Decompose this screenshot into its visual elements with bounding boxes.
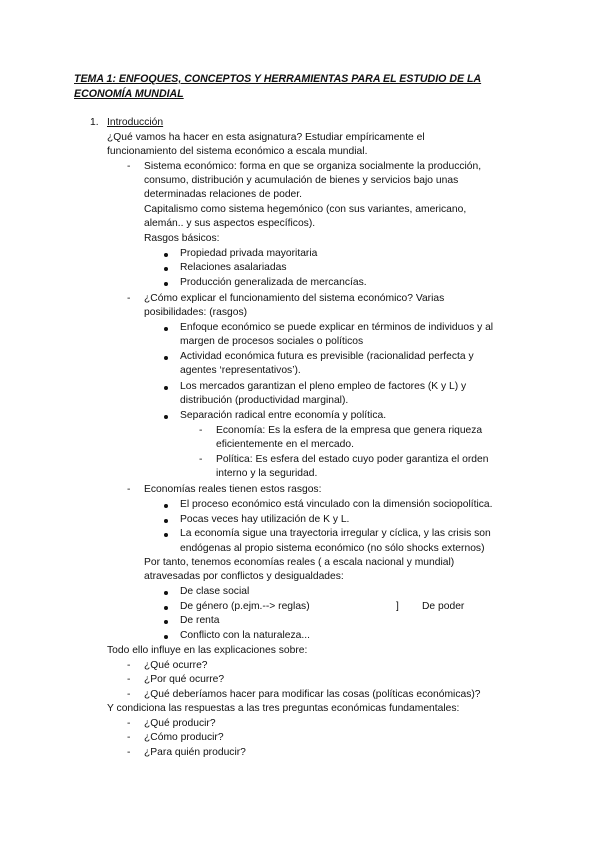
real-item: endógenas al propio sistema económico (no sólo shocks externos): [180, 543, 485, 554]
pregunta-item: ¿Qué deberíamos hacer para modificar las cosas (políticas económicas)?: [144, 689, 481, 700]
bullet-dot: [164, 267, 168, 271]
fundamental-item: ¿Cómo producir?: [144, 732, 224, 743]
section-number: 1.: [90, 117, 99, 128]
explicar-line: ¿Cómo explicar el funcionamiento del sistema económico? Varias: [144, 293, 445, 304]
portanto-line: atravesadas por conflictos y desigualdades:: [144, 571, 344, 582]
bullet-dot: [164, 386, 168, 390]
sistema-line: consumo, distribución y acumulación de bienes y servicios bajo unas: [144, 175, 459, 186]
enfoque-line: Enfoque económico se puede explicar en términos de individuos y al: [180, 322, 494, 333]
dash-bullet: -: [199, 454, 203, 465]
conflicto-bracket: ]: [396, 601, 399, 612]
dash-bullet: -: [127, 747, 131, 758]
document-title: [74, 72, 534, 102]
bullet-dot: [164, 253, 168, 257]
pregunta-item: ¿Qué ocurre?: [144, 660, 208, 671]
rasgos-heading: Rasgos básicos:: [144, 233, 220, 244]
rasgo-item: Relaciones asalariadas: [180, 262, 287, 273]
enfoque-line: agentes ‘representativos’).: [180, 365, 301, 376]
dash-bullet: -: [127, 293, 131, 304]
sistema-line: Sistema económico: forma en que se organiza socialmente la producción,: [144, 161, 482, 172]
section-heading: Introducción: [107, 117, 164, 128]
sistema-line: alemán.. y sus aspectos específicos).: [144, 218, 316, 229]
dash-bullet: -: [199, 425, 203, 436]
sistema-line: Capitalismo como sistema hegemónico (con sus variantes, americano,: [144, 204, 467, 215]
dash-bullet: -: [127, 161, 131, 172]
real-item: La economía sigue una trayectoria irregular y cíclica, y las crisis son: [180, 528, 491, 539]
separacion-line: Economía: Es la esfera de la empresa que genera riqueza: [216, 425, 483, 436]
bullet-dot: [164, 327, 168, 331]
real-item: Pocas veces hay utilización de K y L.: [180, 514, 350, 525]
sistema-line: determinadas relaciones de poder.: [144, 189, 302, 200]
bullet-dot: [164, 356, 168, 360]
dash-bullet: -: [127, 732, 131, 743]
bullet-dot: [164, 620, 168, 624]
conflicto-item: De género (p.ejm.--> reglas): [180, 601, 310, 612]
bullet-dot: [164, 591, 168, 595]
enfoque-line: Los mercados garantizan el pleno empleo de factores (K y L) y: [180, 381, 467, 392]
influye-line: Todo ello influye en las explicaciones sobre:: [107, 645, 308, 656]
enfoque-line: Separación radical entre economía y política.: [180, 410, 387, 421]
real-item: El proceso económico está vinculado con la dimensión sociopolítica.: [180, 499, 493, 510]
dash-bullet: -: [127, 718, 131, 729]
conflicto-item: Conflicto con la naturaleza...: [180, 630, 310, 641]
bullet-dot: [164, 504, 168, 508]
bullet-dot: [164, 606, 168, 610]
bullet-dot: [164, 635, 168, 639]
conflicto-side-label: De poder: [422, 601, 465, 612]
separacion-line: Política: Es esfera del estado cuyo poder garantiza el orden: [216, 454, 489, 465]
conflicto-item: De clase social: [180, 586, 250, 597]
intro-line: ¿Qué vamos ha hacer en esta asignatura? Estudiar empíricamente el: [107, 132, 425, 143]
bullet-dot: [164, 519, 168, 523]
dash-bullet: -: [127, 660, 131, 671]
enfoque-line: margen de procesos sociales o políticos: [180, 336, 364, 347]
separacion-line: eficientemente en el mercado.: [216, 439, 354, 450]
rasgo-item: Producción generalizada de mercancías.: [180, 277, 367, 288]
bullet-dot: [164, 533, 168, 537]
fundamental-item: ¿Qué producir?: [144, 718, 216, 729]
explicar-line: posibilidades: (rasgos): [144, 307, 248, 318]
enfoque-line: distribución (productividad marginal).: [180, 395, 349, 406]
intro-line: funcionamiento del sistema económico a escala mundial.: [107, 146, 368, 157]
title-line-2: ECONOMÍA MUNDIAL: [74, 88, 184, 100]
portanto-line: Por tanto, tenemos economías reales ( a escala nacional y mundial): [144, 557, 455, 568]
fundamental-item: ¿Para quién producir?: [144, 747, 246, 758]
dash-bullet: -: [127, 674, 131, 685]
reales-heading: Economías reales tienen estos rasgos:: [144, 484, 322, 495]
title-line-1: TEMA 1: ENFOQUES, CONCEPTOS Y HERRAMIENTAS PARA EL ESTUDIO DE LA: [74, 73, 482, 85]
dash-bullet: -: [127, 484, 131, 495]
enfoque-line: Actividad económica futura es previsible (racionalidad perfecta y: [180, 351, 474, 362]
rasgo-item: Propiedad privada mayoritaria: [180, 248, 318, 259]
separacion-line: interno y la seguridad.: [216, 468, 318, 479]
bullet-dot: [164, 282, 168, 286]
dash-bullet: -: [127, 689, 131, 700]
conflicto-item: De renta: [180, 615, 220, 626]
pregunta-item: ¿Por qué ocurre?: [144, 674, 225, 685]
bullet-dot: [164, 415, 168, 419]
condiciona-line: Y condiciona las respuestas a las tres preguntas económicas fundamentales:: [107, 703, 460, 714]
